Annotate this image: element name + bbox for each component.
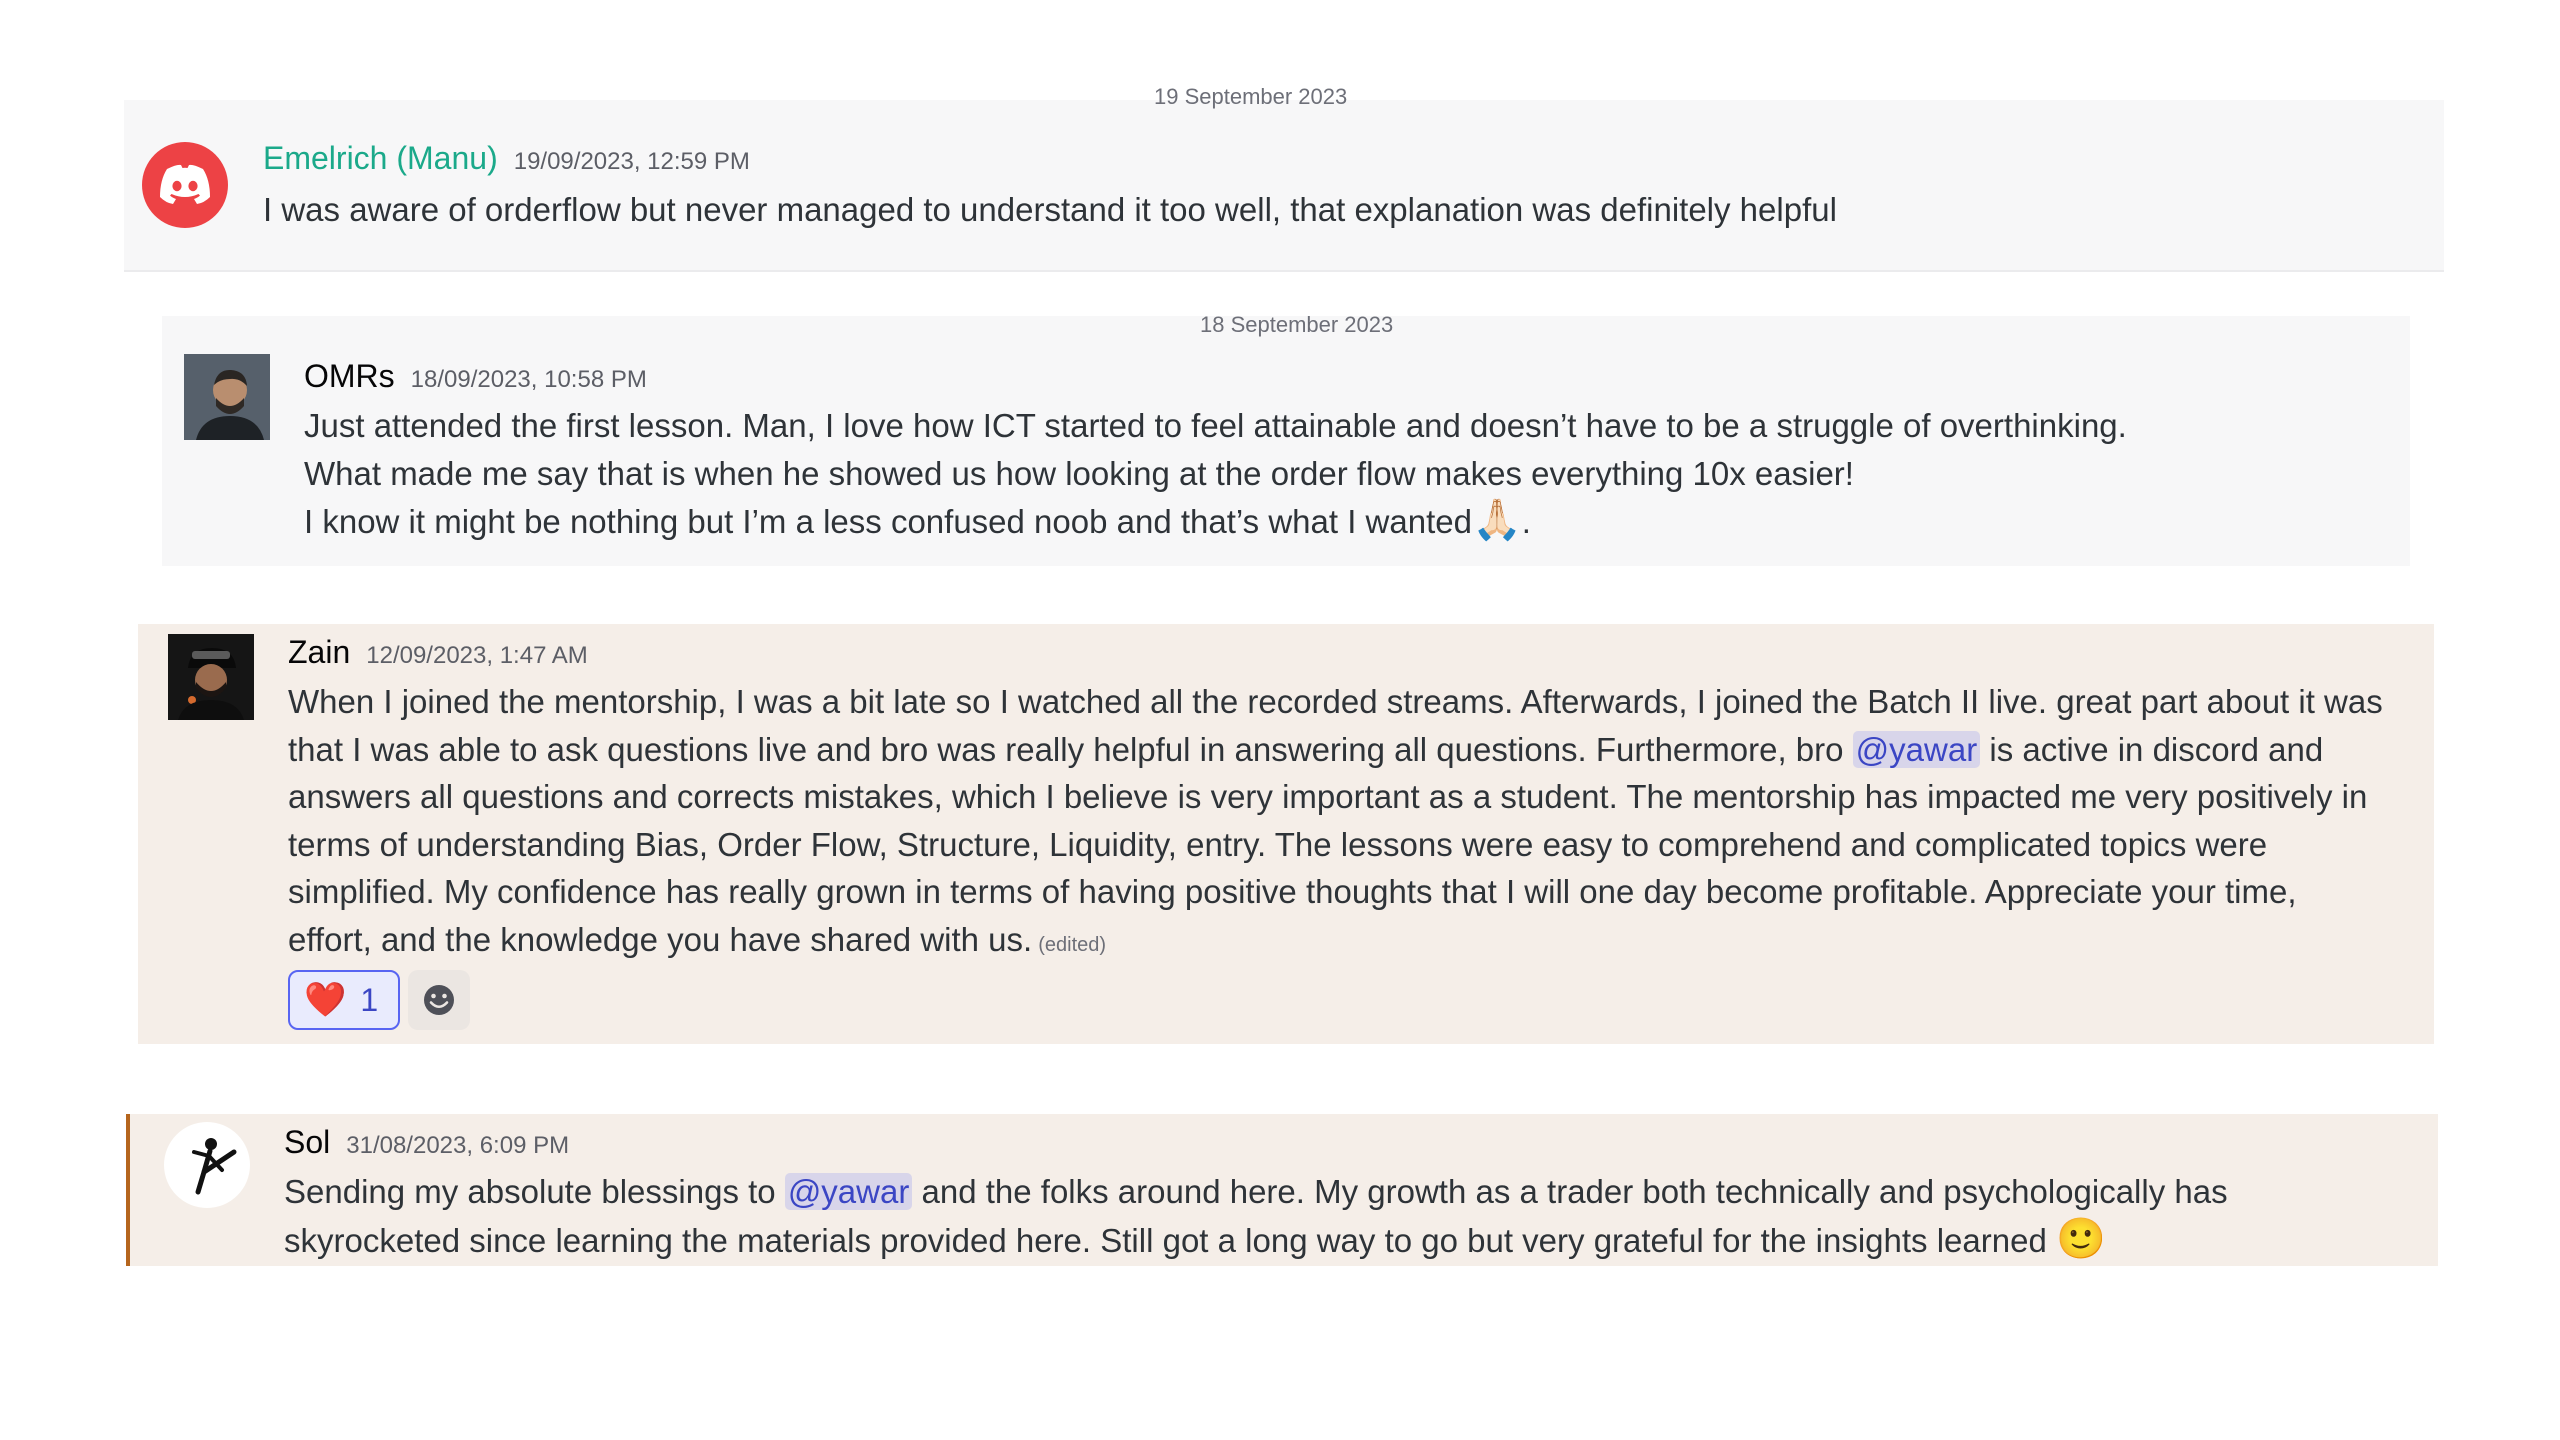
message-line: When I joined the mentorship, I was a bit late so I watched all the recorded streams. Afterwards, I joined the Batch II live. great part about it was [288, 683, 2383, 720]
avatar[interactable] [164, 1122, 250, 1208]
folded-hands-emoji-icon: 🙏🏻 [1471, 498, 1522, 542]
message-line: effort, and the knowledge you have shared with us. (edited) [288, 920, 1107, 958]
avatar[interactable] [168, 634, 254, 720]
date-divider: 18 September 2023 [1200, 312, 1394, 337]
user-mention[interactable]: @yawar [1853, 731, 1981, 768]
author-name[interactable]: Sol [284, 1124, 331, 1160]
message-line: answers all questions and corrects mistakes, which I believe is very important as a student. The mentorship has impacted me very positively in [288, 778, 2368, 815]
add-reaction-smiley-icon [422, 983, 456, 1017]
message-content [288, 678, 2383, 969]
user-mention[interactable]: @yawar [785, 1173, 913, 1210]
message-line: I was aware of orderflow but never managed to understand it too well, that explanation was definitely helpful [263, 191, 1837, 228]
message-timestamp: 19/09/2023, 12:59 PM [513, 148, 750, 175]
heart-emoji-icon: ❤️ [304, 981, 347, 1019]
user-photo-icon [184, 354, 270, 440]
message-line: Just attended the first lesson. Man, I love how ICT started to feel attainable and doesn’t have to be a struggle of overthinking. [304, 407, 2127, 444]
reaction-count: 1 [360, 981, 379, 1018]
message-content [284, 1168, 2228, 1264]
message-content [304, 402, 2127, 546]
message-line: What made me say that is when he showed us how looking at the order flow makes everything 10x easier! [304, 454, 1854, 492]
message-line: that I was able to ask questions live and bro was really helpful in answering all questions. Furthermore, bro @yawar is active in discord and [288, 730, 2324, 768]
message-line: I know it might be nothing but I’m a less confused noob and that’s what I wanted🙏🏻. [304, 498, 1531, 542]
message-card-zain [138, 624, 2434, 1044]
edited-label: (edited) [1038, 933, 1107, 956]
message-timestamp: 12/09/2023, 1:47 AM [366, 642, 588, 669]
heart-reaction-button[interactable] [288, 970, 400, 1030]
author-name[interactable]: Zain [288, 634, 351, 670]
message-line: simplified. My confidence has really grown in terms of having positive thoughts that I will one day become profitable. Appreciate your time, [288, 873, 2297, 910]
add-reaction-button[interactable] [408, 970, 470, 1030]
user-photo-icon [168, 634, 254, 720]
message-card-omrs [162, 312, 2410, 566]
message-content [263, 186, 1837, 234]
author-name[interactable]: OMRs [304, 358, 395, 394]
date-divider: 19 September 2023 [1154, 84, 1348, 109]
avatar[interactable] [142, 142, 228, 228]
discord-logo-icon [156, 163, 214, 207]
message-line: Sending my absolute blessings to @yawar and the folks around here. My growth as a trader both technically and psychologically has [284, 1173, 2228, 1210]
message-card-emelrich [124, 84, 2444, 272]
slightly-smiling-emoji-icon: 🙂 [2055, 1216, 2106, 1261]
author-name[interactable]: Emelrich (Manu) [263, 140, 498, 176]
message-timestamp: 18/09/2023, 10:58 PM [410, 366, 647, 393]
message-card-sol [126, 1114, 2438, 1266]
martial-arts-kick-icon [164, 1122, 250, 1208]
message-line: skyrocketed since learning the materials provided here. Still got a long way to go but very grateful for the insights learned 🙂 [284, 1216, 2106, 1261]
avatar[interactable] [184, 354, 270, 440]
message-line: terms of understanding Bias, Order Flow, Structure, Liquidity, entry. The lessons were easy to comprehend and complicated topics were [288, 825, 2268, 863]
message-timestamp: 31/08/2023, 6:09 PM [346, 1132, 570, 1159]
